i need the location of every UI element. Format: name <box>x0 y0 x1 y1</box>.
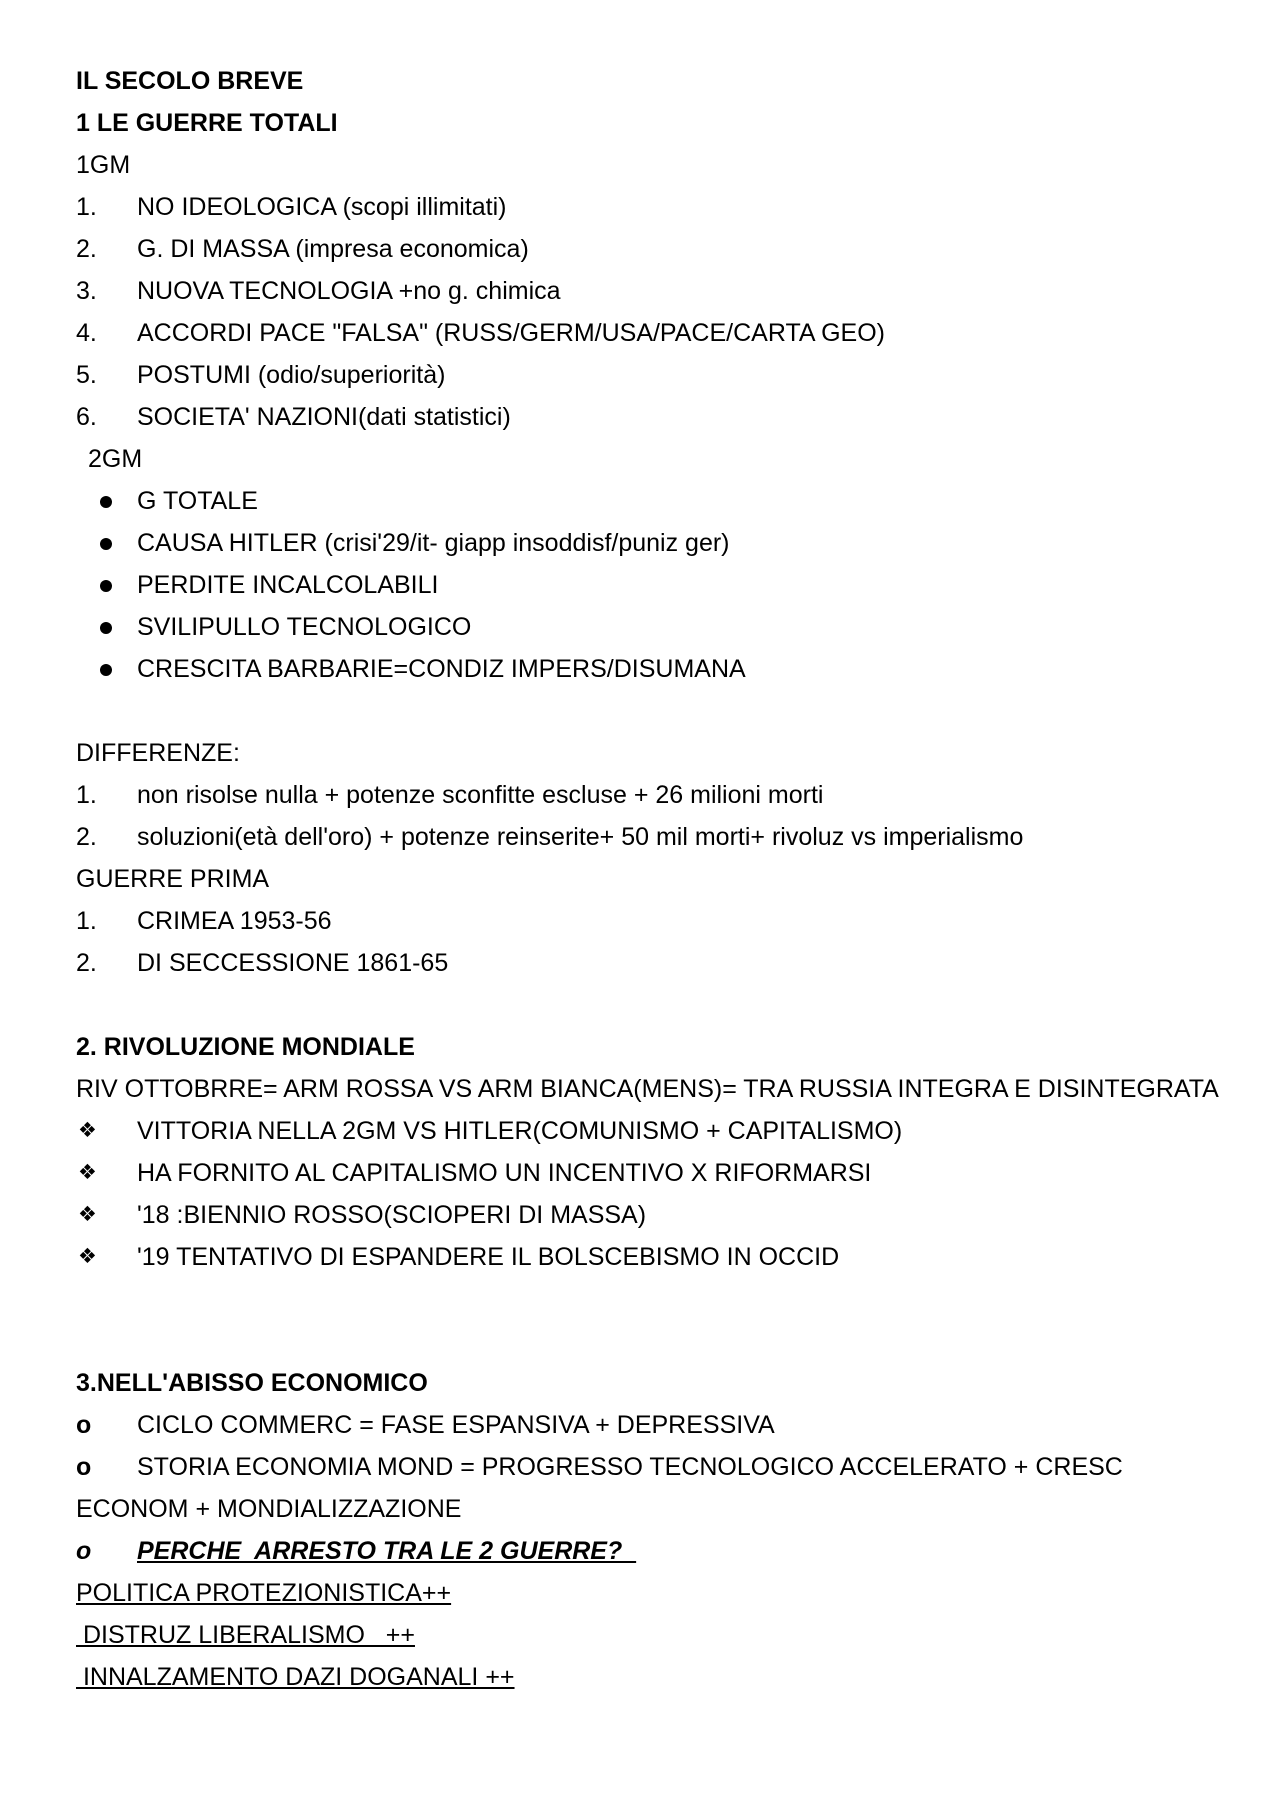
list-item: '18 :BIENNIO ROSSO(SCIOPERI DI MASSA) <box>137 1201 647 1229</box>
diamond-bullet-icon: ❖ <box>78 1161 97 1184</box>
section-3-heading: 3.NELL'ABISSO ECONOMICO <box>76 1369 428 1397</box>
diamond-bullet-icon: ❖ <box>78 1245 97 1268</box>
bullet-icon <box>100 538 112 550</box>
list-item: CICLO COMMERC = FASE ESPANSIVA + DEPRESSIVA <box>137 1411 775 1439</box>
circle-bullet-icon: o <box>76 1537 92 1565</box>
differenze-label: DIFFERENZE: <box>76 739 240 767</box>
list-item: HA FORNITO AL CAPITALISMO UN INCENTIVO X RIFORMARSI <box>137 1159 872 1187</box>
list-marker: 1. <box>76 907 97 935</box>
list-marker: 1. <box>76 193 97 221</box>
list-item: SVILIPULLO TECNOLOGICO <box>137 613 472 641</box>
list-marker: 3. <box>76 277 97 305</box>
document-title: IL SECOLO BREVE <box>76 67 304 95</box>
circle-bullet-icon: o <box>76 1453 92 1481</box>
list-item: CRESCITA BARBARIE=CONDIZ IMPERS/DISUMANA <box>137 655 746 683</box>
list-marker: 2. <box>76 823 97 851</box>
bullet-icon <box>100 664 112 676</box>
list-item: VITTORIA NELLA 2GM VS HITLER(COMUNISMO + CAPITALISMO) <box>137 1117 903 1145</box>
section-3-question: PERCHE ARRESTO TRA LE 2 GUERRE? <box>137 1537 637 1565</box>
list-item: CAUSA HITLER (crisi'29/it- giapp insoddisf/puniz ger) <box>137 529 730 557</box>
list-marker: 5. <box>76 361 97 389</box>
list-item: CRIMEA 1953-56 <box>137 907 332 935</box>
diamond-bullet-icon: ❖ <box>78 1119 97 1142</box>
answer-item: POLITICA PROTEZIONISTICA++ <box>76 1579 452 1607</box>
answer-item: INNALZAMENTO DAZI DOGANALI ++ <box>76 1663 515 1691</box>
section-2-heading: 2. RIVOLUZIONE MONDIALE <box>76 1033 415 1061</box>
guerre-prima-label: GUERRE PRIMA <box>76 865 270 893</box>
list-item: PERDITE INCALCOLABILI <box>137 571 439 599</box>
answer-item: DISTRUZ LIBERALISMO ++ <box>76 1621 415 1649</box>
bullet-icon <box>100 580 112 592</box>
list-item-continuation: ECONOM + MONDIALIZZAZIONE <box>76 1495 462 1523</box>
list-marker: 1. <box>76 781 97 809</box>
gm2-label: 2GM <box>88 445 143 473</box>
circle-bullet-icon: o <box>76 1411 92 1439</box>
list-item: NUOVA TECNOLOGIA +no g. chimica <box>137 277 561 305</box>
list-item: G TOTALE <box>137 487 258 515</box>
bullet-icon <box>100 622 112 634</box>
diamond-bullet-icon: ❖ <box>78 1203 97 1226</box>
bullet-icon <box>100 496 112 508</box>
list-item: STORIA ECONOMIA MOND = PROGRESSO TECNOLOGICO ACCELERATO + CRESC <box>137 1453 1123 1481</box>
list-item: '19 TENTATIVO DI ESPANDERE IL BOLSCEBISMO IN OCCID <box>137 1243 840 1271</box>
list-item: ACCORDI PACE "FALSA" (RUSS/GERM/USA/PACE/CARTA GEO) <box>137 319 885 347</box>
list-marker: 2. <box>76 949 97 977</box>
list-marker: 6. <box>76 403 97 431</box>
list-item: G. DI MASSA (impresa economica) <box>137 235 529 263</box>
gm1-label: 1GM <box>76 151 131 179</box>
list-marker: 4. <box>76 319 97 347</box>
list-item: POSTUMI (odio/superiorità) <box>137 361 446 389</box>
list-item: non risolse nulla + potenze sconfitte escluse + 26 milioni morti <box>137 781 824 809</box>
section-1-heading: 1 LE GUERRE TOTALI <box>76 109 338 137</box>
list-item: SOCIETA' NAZIONI(dati statistici) <box>137 403 511 431</box>
list-marker: 2. <box>76 235 97 263</box>
section-2-intro: RIV OTTOBRRE= ARM ROSSA VS ARM BIANCA(MENS)= TRA RUSSIA INTEGRA E DISINTEGRATA <box>76 1075 1219 1103</box>
list-item: NO IDEOLOGICA (scopi illimitati) <box>137 193 507 221</box>
list-item: DI SECCESSIONE 1861-65 <box>137 949 449 977</box>
list-item: soluzioni(età dell'oro) + potenze reinserite+ 50 mil morti+ rivoluz vs imperialismo <box>137 823 1024 851</box>
